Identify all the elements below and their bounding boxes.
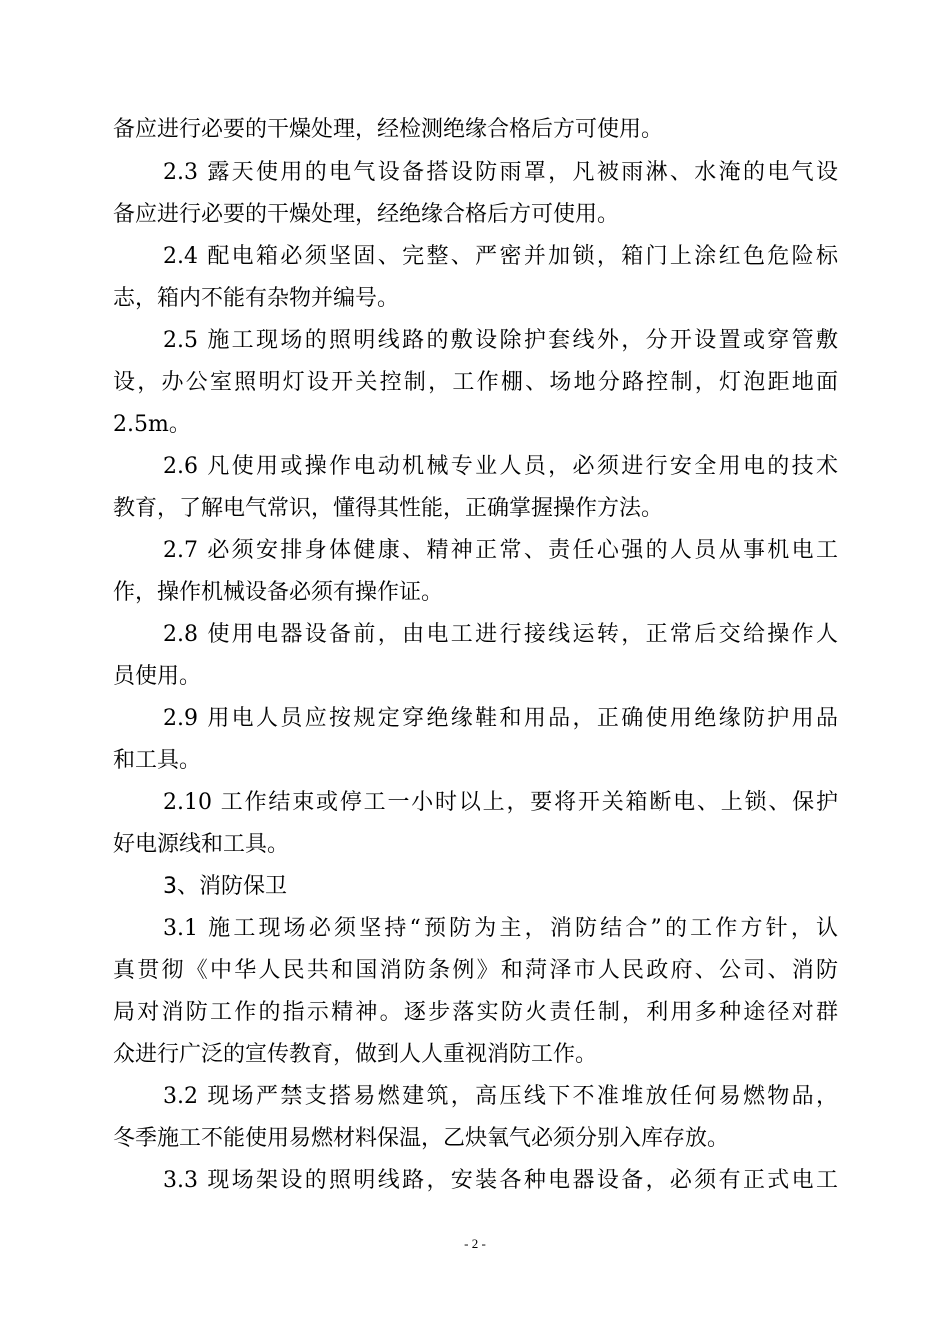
text-line: 2.5 施工现场的照明线路的敷设除护套线外，分开设置或穿管敷 <box>163 328 838 353</box>
text-line: 2.7 必须安排身体健康、精神正常、责任心强的人员从事机电工 <box>163 538 838 563</box>
text-line: 和工具。 <box>113 748 202 773</box>
text-line: 2.3 露天使用的电气设备搭设防雨罩，凡被雨淋、水淹的电气设 <box>163 160 838 185</box>
text-line: 教育，了解电气常识，懂得其性能，正确掌握操作方法。 <box>113 496 664 521</box>
text-line: 局对消防工作的指示精神。逐步落实防火责任制，利用多种途径对群 <box>113 1000 838 1025</box>
text-line: 员使用。 <box>113 664 202 689</box>
text-line: 众进行广泛的宣传教育，做到人人重视消防工作。 <box>113 1042 598 1067</box>
text-line: 设，办公室照明灯设开关控制，工作棚、场地分路控制，灯泡距地面 <box>113 370 838 395</box>
text-line: 3.3 现场架设的照明线路，安装各种电器设备，必须有正式电工 <box>163 1168 838 1193</box>
text-line: 2.5m。 <box>113 412 191 437</box>
text-line: 真贯彻《中华人民共和国消防条例》和菏泽市人民政府、公司、消防 <box>113 958 838 983</box>
page-number: - 2 - <box>464 1236 486 1251</box>
section-heading: 3、消防保卫 <box>163 874 287 899</box>
text-line: 好电源线和工具。 <box>113 832 290 857</box>
text-line: 备应进行必要的干燥处理，经绝缘合格后方可使用。 <box>113 202 620 227</box>
text-line: 备应进行必要的干燥处理，经检测绝缘合格后方可使用。 <box>113 117 664 142</box>
text-line: 2.8 使用电器设备前，由电工进行接线运转，正常后交给操作人 <box>163 622 838 647</box>
text-line: 3.1 施工现场必须坚持“预防为主，消防结合”的工作方针，认 <box>163 916 838 941</box>
text-line: 志，箱内不能有杂物并编号。 <box>113 286 400 311</box>
text-line: 2.9 用电人员应按规定穿绝缘鞋和用品，正确使用绝缘防护用品 <box>163 706 838 731</box>
text-line: 2.6 凡使用或操作电动机械专业人员，必须进行安全用电的技术 <box>163 454 838 479</box>
text-line: 2.4 配电箱必须坚固、完整、严密并加锁，箱门上涂红色危险标 <box>163 244 838 269</box>
text-line: 作，操作机械设备必须有操作证。 <box>113 580 444 605</box>
text-line: 冬季施工不能使用易燃材料保温，乙炔氧气必须分别入库存放。 <box>113 1126 730 1151</box>
text-line: 3.2 现场严禁支搭易燃建筑，高压线下不准堆放任何易燃物品， <box>163 1084 838 1109</box>
text-line: 2.10 工作结束或停工一小时以上，要将开关箱断电、上锁、保护 <box>163 790 838 815</box>
